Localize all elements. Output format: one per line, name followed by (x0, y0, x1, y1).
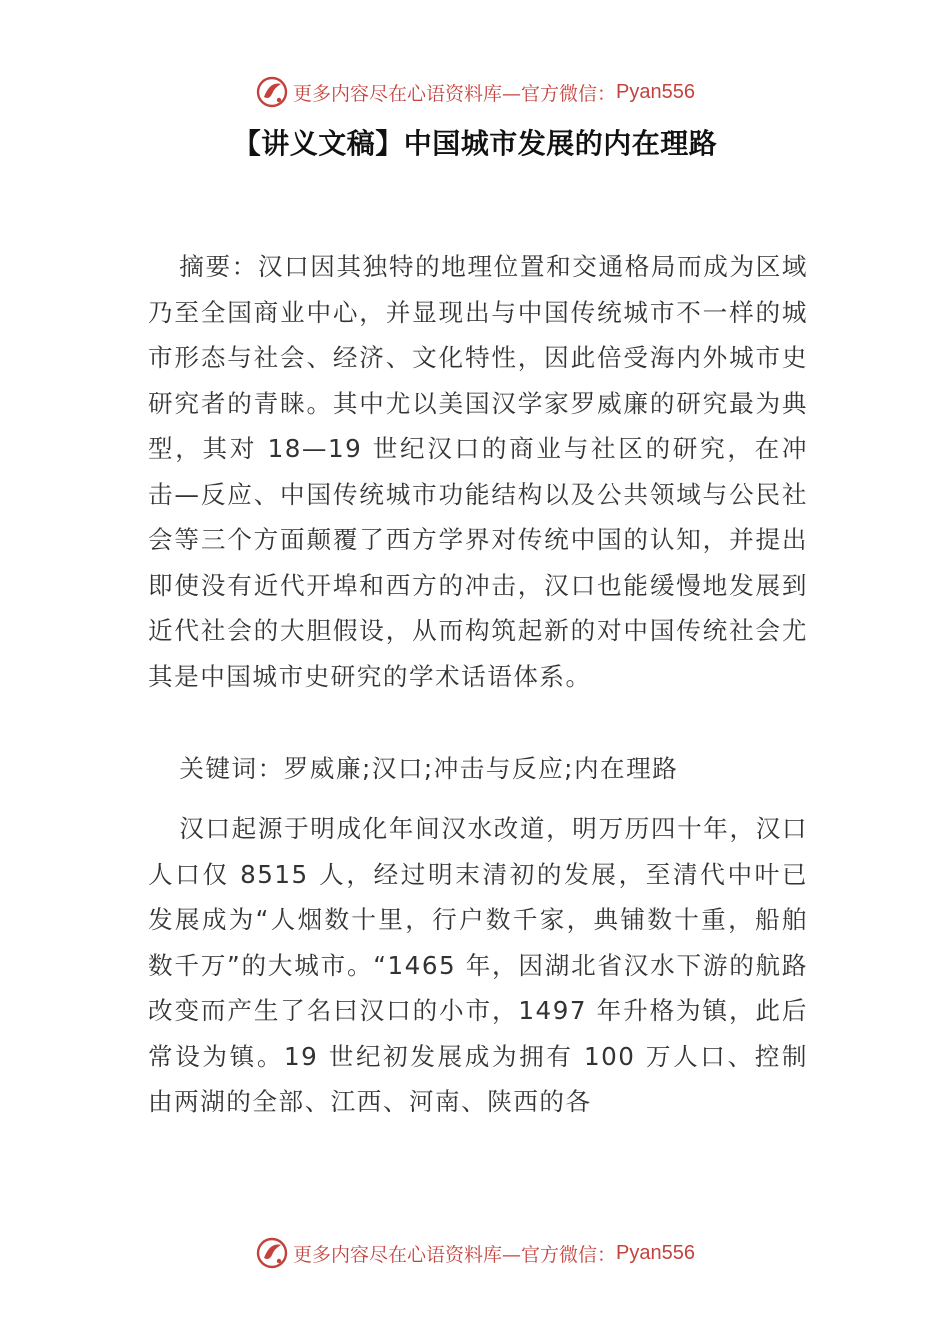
keywords-line: 关键词：罗威廉;汉口;冲击与反应;内在理路 (179, 754, 679, 783)
abstract-paragraph: 摘要：汉口因其独特的地理位置和交通格局而成为区域乃至全国商业中心，并显现出与中国传统城市不一样的城市形态与社会、经济、文化特性，因此倍受海内外城市史研究者的青睐。其中尤以美国汉学家罗威廉的研究最为典型，其对 18—19 世纪汉口的商业与社区的研究，在冲击—反应、中国传统城市功能结构以及公共领域与公民社会等三个方面颠覆了西方学界对传统中国的认知，并提出即使没有近代开埠和西方的冲击，汉口也能缓慢地发展到近代社会的大胆假设，从而构筑起新的对中国传统社会尤其是中国城市史研究的学术话语体系。 (148, 252, 808, 691)
header-watermark (0, 72, 950, 112)
brand-logo-icon (255, 75, 289, 109)
body-paragraph: 汉口起源于明成化年间汉水改道，明万历四十年，汉口人口仅 8515 人，经过明末清初的发展，至清代中叶已发展成为“人烟数十里，行户数千家，典铺数十重，船舶数千万”的大城市。“1465 年，因湖北省汉水下游的航路改变而产生了名曰汉口的小市，1497 年升格为镇，此后常设为镇。19 世纪初发展成为拥有 100 万人口、控制由两湖的全部、江西、河南、陕西的各 (148, 814, 808, 1116)
document-title: 【讲义文稿】中国城市发展的内在理路 (232, 127, 718, 160)
header-brand-id: Pyan556 (616, 80, 695, 103)
brand-logo-icon (255, 1236, 289, 1270)
footer-brand-id: Pyan556 (616, 1241, 695, 1264)
header-brand-text: 更多内容尽在心语资料库—官方微信： (293, 82, 617, 105)
footer-watermark (0, 1233, 950, 1273)
footer-brand-text: 更多内容尽在心语资料库—官方微信： (293, 1243, 617, 1266)
